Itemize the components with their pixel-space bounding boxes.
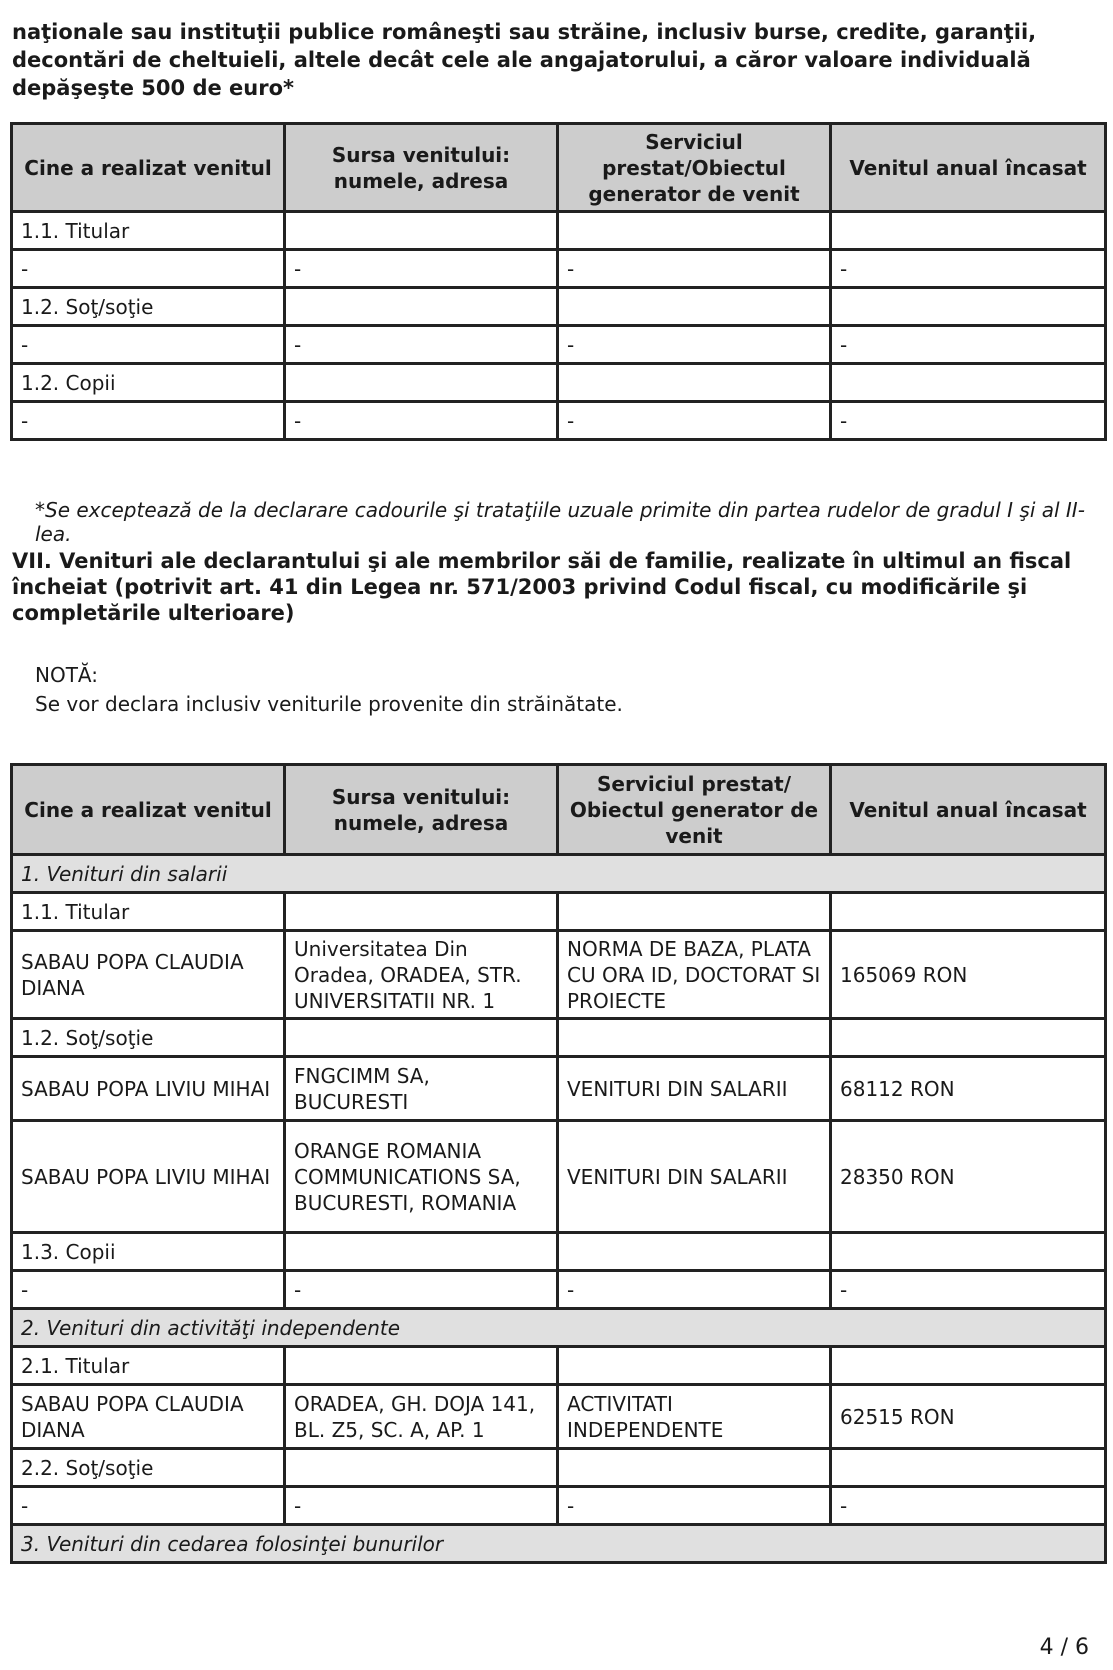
income-table xyxy=(10,763,1107,1564)
table-cell: - xyxy=(285,326,558,364)
table-cell xyxy=(285,364,558,402)
table-cell: - xyxy=(285,402,558,440)
table-row xyxy=(12,364,1106,402)
table-cell xyxy=(831,288,1106,326)
table-cell: 1.2. Soţ/soţie xyxy=(12,1019,285,1057)
table-cell: SABAU POPA LIVIU MIHAI xyxy=(12,1121,285,1233)
group-row xyxy=(12,855,1106,893)
header-cell: Venitul anual încasat xyxy=(831,124,1106,212)
table-cell xyxy=(831,212,1106,250)
table-cell xyxy=(558,1347,831,1385)
table-header-row xyxy=(12,124,1106,212)
table-cell xyxy=(285,1449,558,1487)
table-row xyxy=(12,1385,1106,1449)
table-cell: - xyxy=(558,326,831,364)
table-cell: - xyxy=(558,1487,831,1525)
table-row xyxy=(12,1019,1106,1057)
table-cell xyxy=(558,1449,831,1487)
table-cell: 2.1. Titular xyxy=(12,1347,285,1385)
table-cell xyxy=(558,1233,831,1271)
table-cell: 1.2. Copii xyxy=(12,364,285,402)
table-row xyxy=(12,1347,1106,1385)
page-number: 4 / 6 xyxy=(1039,1635,1089,1660)
table-cell: - xyxy=(285,1271,558,1309)
table-cell xyxy=(285,288,558,326)
table-cell xyxy=(558,893,831,931)
group-row xyxy=(12,1525,1106,1563)
table-row xyxy=(12,1449,1106,1487)
group-label: 3. Venituri din cedarea folosinţei bunurilor xyxy=(12,1525,1106,1563)
table-cell: 2.2. Soţ/soţie xyxy=(12,1449,285,1487)
table-cell xyxy=(558,1019,831,1057)
table-cell: 1.1. Titular xyxy=(12,212,285,250)
table-cell: - xyxy=(12,1487,285,1525)
header-cell: Cine a realizat venitul xyxy=(12,124,285,212)
table-cell: NORMA DE BAZA, PLATA CU ORA ID, DOCTORAT SI PROIECTE xyxy=(558,931,831,1019)
group-label: 2. Venituri din activităţi independente xyxy=(12,1309,1106,1347)
table-cell xyxy=(558,212,831,250)
table-cell: Universitatea Din Oradea, ORADEA, STR. UNIVERSITATII NR. 1 xyxy=(285,931,558,1019)
gifts-table xyxy=(10,122,1107,441)
table-cell: 28350 RON xyxy=(831,1121,1106,1233)
table-cell: - xyxy=(12,402,285,440)
table-cell: 165069 RON xyxy=(831,931,1106,1019)
table-cell xyxy=(285,1233,558,1271)
header-cell: Sursa venitului: numele, adresa xyxy=(285,765,558,855)
table-cell: 1.3. Copii xyxy=(12,1233,285,1271)
table-header-row xyxy=(12,765,1106,855)
table-cell xyxy=(831,1233,1106,1271)
table-row xyxy=(12,1057,1106,1121)
nota-text: Se vor declara inclusiv veniturile provenite din străinătate. xyxy=(35,692,623,716)
table-cell: VENITURI DIN SALARII xyxy=(558,1121,831,1233)
intro-paragraph: naţionale sau instituţii publice româneşti sau străine, inclusiv burse, credite, garanţii, decontări de cheltuieli, altele decât cele ale angajatorului, a căror valoare individuală depăşeşte 500 de euro* xyxy=(12,20,1037,100)
group-label: 1. Venituri din salarii xyxy=(12,855,1106,893)
table-cell xyxy=(831,1449,1106,1487)
table-cell xyxy=(285,893,558,931)
table-cell: 68112 RON xyxy=(831,1057,1106,1121)
table-cell: SABAU POPA CLAUDIA DIANA xyxy=(12,1385,285,1449)
table-cell xyxy=(831,1019,1106,1057)
table-cell xyxy=(558,364,831,402)
table-cell: VENITURI DIN SALARII xyxy=(558,1057,831,1121)
table-row xyxy=(12,931,1106,1019)
table-row xyxy=(12,326,1106,364)
table-cell: 1.2. Soţ/soţie xyxy=(12,288,285,326)
table-cell: - xyxy=(12,250,285,288)
table-row xyxy=(12,1121,1106,1233)
table-row xyxy=(12,893,1106,931)
table-row xyxy=(12,1233,1106,1271)
table-cell: ORANGE ROMANIA COMMUNICATIONS SA, BUCURESTI, ROMANIA xyxy=(285,1121,558,1233)
table-cell: - xyxy=(831,1487,1106,1525)
header-cell: Serviciul prestat/ Obiectul generator de venit xyxy=(558,765,831,855)
table-cell xyxy=(285,212,558,250)
table-row xyxy=(12,402,1106,440)
table-cell: SABAU POPA LIVIU MIHAI xyxy=(12,1057,285,1121)
header-cell: Serviciul prestat/Obiectul generator de venit xyxy=(558,124,831,212)
table-row xyxy=(12,288,1106,326)
table-cell: - xyxy=(12,326,285,364)
table-cell: - xyxy=(285,250,558,288)
table-cell: 62515 RON xyxy=(831,1385,1106,1449)
table-cell: - xyxy=(558,1271,831,1309)
table-row xyxy=(12,1271,1106,1309)
header-cell: Sursa venitului: numele, adresa xyxy=(285,124,558,212)
section-title: VII. Venituri ale declarantului şi ale membrilor săi de familie, realizate în ultimul an fiscal încheiat (potrivit art. 41 din Legea nr. 571/2003 privind Codul fiscal, cu modificările şi completările ulterioare) xyxy=(12,549,1072,625)
table-cell xyxy=(285,1019,558,1057)
table-cell: ACTIVITATI INDEPENDENTE xyxy=(558,1385,831,1449)
table-row xyxy=(12,1487,1106,1525)
table-cell: - xyxy=(558,402,831,440)
table-cell: - xyxy=(831,326,1106,364)
table-cell: - xyxy=(285,1487,558,1525)
table-cell xyxy=(558,288,831,326)
header-cell: Cine a realizat venitul xyxy=(12,765,285,855)
table-cell: - xyxy=(831,1271,1106,1309)
table-cell: - xyxy=(558,250,831,288)
table-cell: ORADEA, GH. DOJA 141, BL. Z5, SC. A, AP. 1 xyxy=(285,1385,558,1449)
table-cell xyxy=(831,1347,1106,1385)
table-cell: - xyxy=(831,402,1106,440)
nota-label: NOTĂ: xyxy=(35,663,98,687)
footnote: *Se exceptează de la declarare cadourile şi trataţiile uzuale primite din partea rudelor de gradul I şi al II-lea. xyxy=(35,498,1085,546)
table-cell xyxy=(831,364,1106,402)
table-cell xyxy=(831,893,1106,931)
table-cell: SABAU POPA CLAUDIA DIANA xyxy=(12,931,285,1019)
table-row xyxy=(12,212,1106,250)
group-row xyxy=(12,1309,1106,1347)
table-cell: - xyxy=(831,250,1106,288)
table-row xyxy=(12,250,1106,288)
table-cell: - xyxy=(12,1271,285,1309)
table-cell: 1.1. Titular xyxy=(12,893,285,931)
header-cell: Venitul anual încasat xyxy=(831,765,1106,855)
table-cell xyxy=(285,1347,558,1385)
table-cell: FNGCIMM SA, BUCURESTI xyxy=(285,1057,558,1121)
